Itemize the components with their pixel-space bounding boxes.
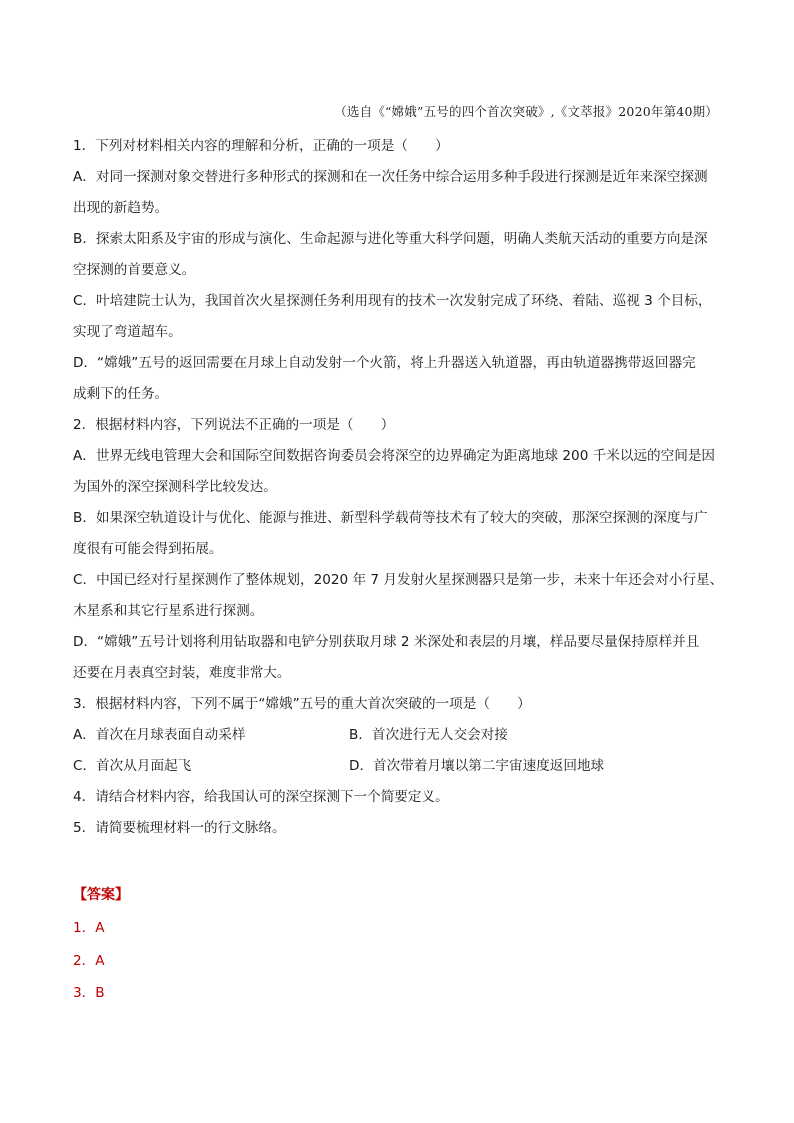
answer-heading: 【答案】 (73, 887, 129, 903)
question-2-option-c-line2: 木星系和其它行星系进行探测。 (73, 603, 264, 619)
question-1-option-b-line1: B．探索太阳系及宇宙的形成与演化、生命起源与进化等重大科学问题，明确人类航天活动的重要方向是深 (73, 231, 708, 247)
question-2-option-c-line1: C．中国已经对行星探测作了整体规划，2020 年 7 月发射火星探测器只是第一步，未来十年还会对小行星、 (73, 572, 724, 588)
question-1-option-c-line2: 实现了弯道超车。 (73, 324, 182, 340)
answer-item: 3．B (73, 985, 105, 1001)
question-3-option-b: B．首次进行无人交会对接 (349, 727, 508, 743)
answer-list (73, 912, 105, 1010)
question-2-stem: 2．根据材料内容，下列说法不正确的一项是（ ） (73, 417, 395, 433)
question-3-options-row-2 (73, 751, 725, 782)
question-1-option-b-line2: 空探测的首要意义。 (73, 262, 196, 278)
source-citation: （选自《“嫦娥”五号的四个首次突破》,《文萃报》2020年第40期） (334, 104, 718, 119)
question-2-option-d-line1: D．“嫦娥”五号计划将利用钻取器和电铲分别获取月球 2 米深处和表层的月壤，样品要尽量保持原样并且 (73, 634, 700, 650)
question-2-option-a-line2: 为国外的深空探测科学比较发达。 (73, 479, 277, 495)
question-1-option-d-line1: D．“嫦娥”五号的返回需要在月球上自动发射一个火箭，将上升器送入轨道器，再由轨道器携带返回器完 (73, 355, 696, 371)
answer-item: 1．A (73, 920, 105, 936)
question-3-option-c: C．首次从月面起飞 (73, 758, 192, 774)
question-1-option-a-line2: 出现的新趋势。 (73, 200, 169, 216)
question-1-option-d-line2: 成剩下的任务。 (73, 386, 169, 402)
question-3-stem: 3．根据材料内容，下列不属于“嫦娥”五号的重大首次突破的一项是（ ） (73, 696, 531, 712)
question-2-option-b-line2: 度很有可能会得到拓展。 (73, 541, 223, 557)
question-5-stem: 5．请简要梳理材料一的行文脉络。 (73, 820, 286, 836)
question-3-option-d: D．首次带着月壤以第二宇宙速度返回地球 (349, 758, 605, 774)
question-2-option-d-line2: 还要在月表真空封装，难度非常大。 (73, 665, 291, 681)
question-4-stem: 4．请结合材料内容，给我国认可的深空探测下一个简要定义。 (73, 789, 449, 805)
question-3-options-row-1 (73, 720, 725, 751)
question-1-option-a-line1: A．对同一探测对象交替进行多种形式的探测和在一次任务中综合运用多种手段进行探测是近年来深空探测 (73, 169, 708, 185)
question-1-stem: 1．下列对材料相关内容的理解和分析，正确的一项是（ ） (73, 138, 449, 154)
answer-item: 2．A (73, 952, 105, 969)
question-2-option-b-line1: B．如果深空轨道设计与优化、能源与推进、新型科学载荷等技术有了较大的突破，那深空探测的深度与广 (73, 510, 708, 526)
question-1-option-c-line1: C．叶培建院士认为，我国首次火星探测任务利用现有的技术一次发射完成了环绕、着陆、巡视 3 个目标， (73, 293, 712, 309)
question-2-option-a-line1: A．世界无线电管理大会和国际空间数据咨询委员会将深空的边界确定为距离地球 200 千米以远的空间是因 (73, 448, 716, 464)
question-3-option-a: A．首次在月球表面自动采样 (73, 727, 246, 743)
questions-section (73, 131, 725, 844)
